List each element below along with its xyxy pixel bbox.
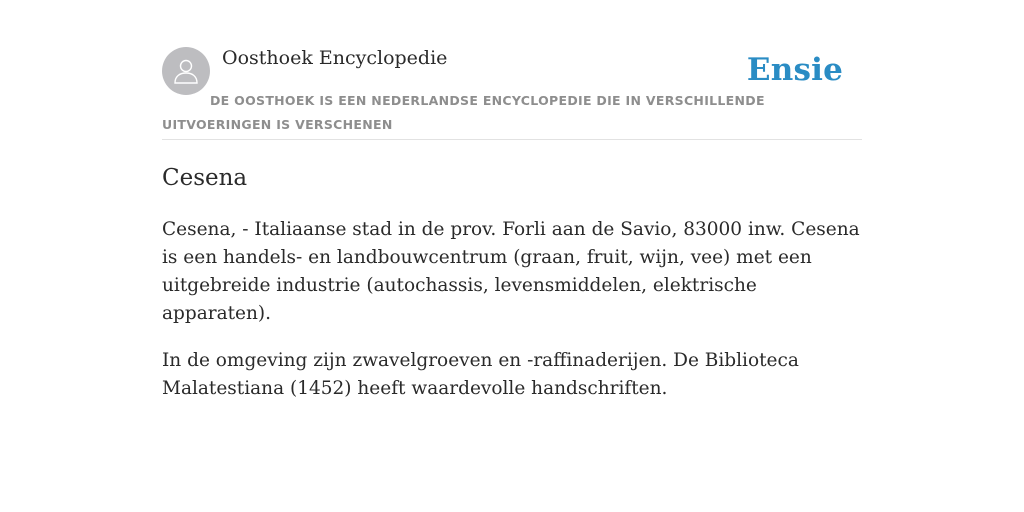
article-paragraph: Cesena, - Italiaanse stad in de prov. Forli aan de Savio, 83000 inw. Cesena is een handels- en landbouwcentrum (graan, fruit, wijn, vee) met een uitgebreide industrie (autochassis, levensmiddelen, elektrische apparaten). (162, 219, 860, 324)
avatar[interactable] (162, 47, 210, 95)
page-container (162, 0, 862, 399)
source-title-link[interactable]: Oosthoek Encyclopedie (222, 47, 448, 69)
user-icon (171, 56, 201, 86)
article-paragraph: In de omgeving zijn zwavelgroeven en -raffinaderijen. De Biblioteca Malatestiana (1452) heeft waardevolle handschriften. (162, 350, 799, 399)
brand-logo[interactable]: Ensie (746, 52, 843, 88)
source-description: DE OOSTHOEK IS EEN NEDERLANDSE ENCYCLOPEDIE DIE IN VERSCHILLENDE UITVOERINGEN IS VERSCHENEN (162, 93, 765, 132)
source-header (162, 0, 862, 140)
article-body (162, 216, 862, 422)
article-title: Cesena (162, 165, 248, 191)
